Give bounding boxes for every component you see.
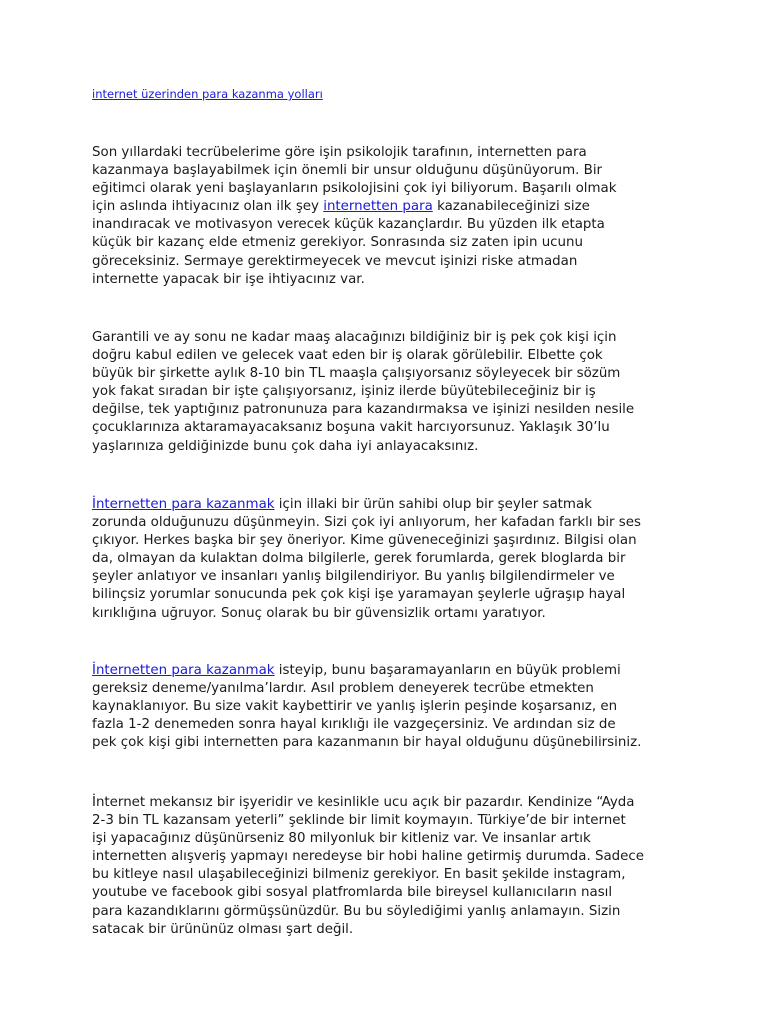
text-run: kazanmaya başlayabilmek için önemli bir unsur olduğunu düşünüyorum. Bir xyxy=(92,163,603,179)
text-line xyxy=(92,198,692,216)
text-line xyxy=(92,680,692,698)
text-line xyxy=(92,848,692,866)
text-run: için aslında ihtiyacınız olan ilk şey xyxy=(92,199,324,215)
text-line xyxy=(92,144,692,162)
inline-link[interactable]: internetten para xyxy=(323,199,433,215)
text-run: internette yapacak bir işe ihtiyacınız var. xyxy=(92,271,365,287)
text-run: isteyip, bunu başaramayanların en büyük problemi xyxy=(274,663,621,678)
text-line xyxy=(92,830,692,848)
text-line xyxy=(92,365,692,383)
text-run: eğitimci olarak yeni başlayanların psikolojisini çok iyi biliyorum. Başarılı olmak xyxy=(92,181,617,197)
paragraph-5 xyxy=(92,794,692,939)
text-run: küçük bir kazanç elde etmeniz gerekiyor. Sonrasında siz zaten ipin ucunu xyxy=(92,235,583,251)
text-line xyxy=(92,716,692,734)
text-line xyxy=(92,514,692,532)
text-line xyxy=(92,866,692,884)
text-line xyxy=(92,419,692,437)
inline-link[interactable]: İnternetten para kazanmak xyxy=(92,663,275,678)
text-run: Garantili ve ay sonu ne kadar maaş alacağınızı bildiğiniz bir iş pek çok kişi için xyxy=(92,330,617,345)
text-run: para kazandıklarını görmüşsünüzdür. Bu bu söylediğimi yanlış anlamayın. Sizin xyxy=(92,903,621,919)
text-run: İnternet mekansız bir işyeridir ve kesinlikle ucu açık bir pazardır. Kendinize “Ayda xyxy=(92,795,635,810)
text-run: Son yıllardaki tecrübelerime göre işin psikolojik tarafının, internetten para xyxy=(92,145,587,160)
text-line xyxy=(92,812,692,830)
text-line xyxy=(92,271,692,289)
text-run: bilinçsiz yorumlar sonucunda pek çok kişi işe yaramayan şeylerle uğraşıp hayal xyxy=(92,587,626,603)
text-run: bu kitleye nasıl ulaşabileceğinizi bilmeniz gerekiyor. En basit şekilde instagram, xyxy=(92,867,626,883)
text-line xyxy=(92,329,692,347)
text-line xyxy=(92,532,692,550)
text-run: kırıklığına uğruyor. Sonuç olarak bu bir güvensizlik ortamı yaratıyor. xyxy=(92,605,546,621)
text-line xyxy=(92,180,692,198)
text-line xyxy=(92,921,692,939)
text-line xyxy=(92,662,692,680)
text-run: gereksiz deneme/yanılma’lardır. Asıl problem deneyerek tecrübe etmekten xyxy=(92,681,594,697)
text-line xyxy=(92,550,692,568)
text-line xyxy=(92,347,692,365)
text-line xyxy=(92,438,692,456)
text-line xyxy=(92,605,692,623)
paragraph-1 xyxy=(92,144,692,289)
text-run: fazla 1-2 denemeden sonra hayal kırıklığı ile vazgeçersiniz. Ve ardından siz de xyxy=(92,717,616,733)
text-line xyxy=(92,162,692,180)
text-run: için illaki bir ürün sahibi olup bir şeyler satmak xyxy=(274,497,592,512)
text-line xyxy=(92,253,692,271)
paragraph-2 xyxy=(92,329,692,456)
text-line xyxy=(92,234,692,252)
text-run: kaynaklanıyor. Bu size vakit kaybettirir ve yanlış işlerin peşinde koşarsanız, en xyxy=(92,699,618,715)
text-run: göreceksiniz. Sermaye gerektirmeyecek ve mevcut işinizi riske atmadan xyxy=(92,253,578,269)
text-run: çıkıyor. Herkes başka bir şey öneriyor. Kime güveneceğinizi şaşırdınız. Bilgisi olan xyxy=(92,533,637,549)
text-line xyxy=(92,698,692,716)
text-line xyxy=(92,903,692,921)
text-run: da, olmayan da kulaktan dolma bilgilerle, gerek forumlarda, gerek bloglarda bir xyxy=(92,551,626,567)
inline-link[interactable]: İnternetten para kazanmak xyxy=(92,497,275,512)
text-run: zorunda olduğunuzu düşünmeyin. Sizi çok iyi anlıyorum, her kafadan farklı bir ses xyxy=(92,515,642,531)
text-run: doğru kabul edilen ve gelecek vaat eden bir iş olarak görülebilir. Elbette çok xyxy=(92,348,603,364)
heading-link[interactable]: internet üzerinden para kazanma yolları xyxy=(92,87,323,101)
text-line xyxy=(92,383,692,401)
text-run: 2-3 bin TL kazansam yeterli” şeklinde bir limit koymayın. Türkiye’de bir internet xyxy=(92,813,626,829)
text-run: youtube ve facebook gibi sosyal platfromlarda bile bireysel kullanıcıların nasıl xyxy=(92,885,613,901)
text-line xyxy=(92,496,692,514)
text-line xyxy=(92,568,692,586)
text-run: büyük bir şirkette aylık 8-10 bin TL maaşla çalışıyorsanız söyleyecek bir sözüm xyxy=(92,366,621,382)
text-run: çocuklarınıza aktaramayacaksanız boşuna vakit harcıyorsunuz. Yaklaşık 30’lu xyxy=(92,420,610,436)
text-run: şeyler anlatıyor ve insanları yanlış bilgilendiriyor. Bu yanlış bilgilendirmeler ve xyxy=(92,569,615,585)
text-run: internetten alışveriş yapmayı neredeyse bir hobi haline getirmiş durumda. Sadece xyxy=(92,849,645,865)
text-run: inandıracak ve motivasyon verecek küçük kazançlardır. Bu yüzden ilk etapta xyxy=(92,217,605,233)
text-line xyxy=(92,884,692,902)
text-line xyxy=(92,794,692,812)
text-run: değilse, tek yaptığınız patronunuza para kazandırmaksa ve işinizi nesilden nesile xyxy=(92,402,635,418)
paragraph-4 xyxy=(92,662,692,752)
text-run: yok fakat sıradan bir işte çalışıyorsanız, işiniz ilerde büyütebileceğiniz bir iş xyxy=(92,384,596,400)
paragraph-3 xyxy=(92,496,692,623)
text-line xyxy=(92,401,692,419)
text-run: pek çok kişi gibi internetten para kazanmanın bir hayal olduğunu düşünebilirsiniz. xyxy=(92,735,642,751)
text-run: kazanabileceğinizi size xyxy=(432,199,590,215)
text-line xyxy=(92,734,692,752)
text-run: işi yapacağınız düşünürseniz 80 milyonluk bir kitleniz var. Ve insanlar artık xyxy=(92,831,591,847)
text-line xyxy=(92,586,692,604)
text-line xyxy=(92,216,692,234)
text-run: yaşlarınıza geldiğinizde bunu çok daha iyi anlayacaksınız. xyxy=(92,438,479,454)
text-run: satacak bir ürününüz olması şart değil. xyxy=(92,921,354,937)
